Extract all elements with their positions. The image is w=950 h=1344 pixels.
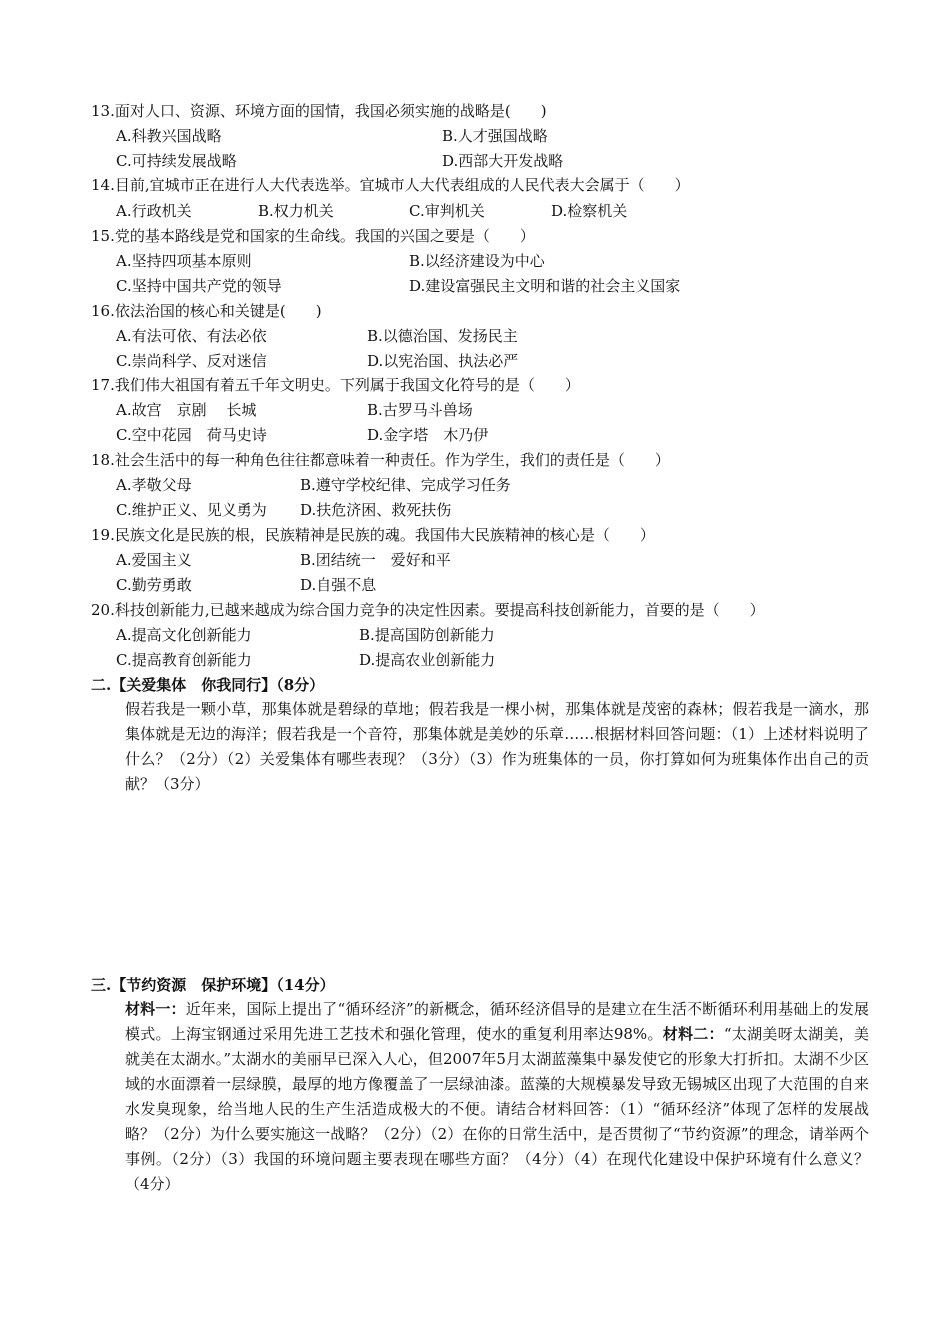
material-2-text: “太湖美呀太湖美，美就美在太湖水。”太湖水的美丽早已深入人心，但2007年5月太湖蓝藻集中暴发使它的形象大打折扣。太湖不少区域的水面漂着一层绿膜，最厚的地方像覆盖了一层绿油漆。蓝藻的大规模暴发导致无锡城区出现了大范围的自来水发臭现象，给当地人民的生产生活造成极大的不便。请结合材料回答：（1）“循环经济”体现了怎样的发展战略？（2分）为什么要实施这一战略？（2分）（2）在你的日常生活中，是否贯彻了“节约资源”的理念，请举两个事例。（2分）（3）我国的环境问题主要表现在哪些方面？（4分）（4）在现代化建设中保护环境有什么意义？（4分） bbox=[125, 1025, 869, 1193]
question-13-option-d: D.西部大开发战略 bbox=[442, 152, 564, 170]
question-17-option-c: C.空中花园 荷马史诗 bbox=[116, 426, 267, 444]
question-16-option-d: D.以宪治国、执法必严 bbox=[367, 352, 519, 370]
material-1-label: 材料一： bbox=[125, 1000, 186, 1018]
question-13-option-b: B.人才强国战略 bbox=[442, 127, 548, 145]
question-17-option-a: A.故宫 京剧 长城 bbox=[116, 401, 257, 419]
section-3-body bbox=[125, 997, 869, 1197]
question-16-stem: 16.依法治国的核心和关键是( ) bbox=[91, 302, 322, 320]
question-19-option-c: C.勤劳勇敢 bbox=[116, 576, 192, 594]
question-19-option-d: D.自强不息 bbox=[300, 576, 377, 594]
question-18-stem: 18.社会生活中的每一种角色往往都意味着一种责任。作为学生，我们的责任是（ ） bbox=[91, 451, 670, 469]
question-15-option-c: C.坚持中国共产党的领导 bbox=[116, 277, 282, 295]
section-2-body: 假若我是一颗小草，那集体就是碧绿的草地；假若我是一棵小树，那集体就是茂密的森林；假若我是一滴水，那集体就是无边的海洋；假若我是一个音符，那集体就是美妙的乐章……根据材料回答问题：（1）上述材料说明了什么？（2分）（2）关爱集体有哪些表现？（3分）（3）作为班集体的一员，你打算如何为班集体作出自己的贡献？（3分） bbox=[125, 700, 869, 793]
section-2-heading: 二.【关爱集体 你我同行】（8分） bbox=[91, 676, 325, 694]
question-20-option-b: B.提高国防创新能力 bbox=[359, 626, 495, 644]
question-13-stem: 13.面对人口、资源、环境方面的国情，我国必须实施的战略是( ) bbox=[91, 102, 547, 120]
question-15-stem: 15.党的基本路线是党和国家的生命线。我国的兴国之要是（ ） bbox=[91, 227, 535, 245]
question-16-option-b: B.以德治国、发扬民主 bbox=[367, 327, 518, 345]
question-14-option-b: B.权力机关 bbox=[258, 202, 334, 220]
question-18-option-c: C.维护正义、见义勇为 bbox=[116, 501, 267, 519]
question-19-stem: 19.民族文化是民族的根，民族精神是民族的魂。我国伟大民族精神的核心是（ ） bbox=[91, 526, 655, 544]
question-16-option-c: C.崇尚科学、反对迷信 bbox=[116, 352, 267, 370]
question-18-option-b: B.遵守学校纪律、完成学习任务 bbox=[300, 476, 511, 494]
question-14-option-a: A.行政机关 bbox=[116, 202, 192, 220]
material-1-text: 近年来，国际上提出了“循环经济”的新概念，循环经济倡导的是建立在生活不断循环利用基础上的发展模式。上海宝钢通过采用先进工艺技术和强化管理，使水的重复利用率达98%。 bbox=[125, 1000, 869, 1043]
question-20-option-a: A.提高文化创新能力 bbox=[116, 626, 252, 644]
material-2-label: 材料二： bbox=[662, 1025, 724, 1043]
question-13-option-c: C.可持续发展战略 bbox=[116, 152, 237, 170]
question-20-option-c: C.提高教育创新能力 bbox=[116, 651, 252, 669]
question-15-option-d: D.建设富强民主文明和谐的社会主义国家 bbox=[409, 277, 681, 295]
question-14-option-d: D.检察机关 bbox=[551, 202, 628, 220]
section-3-heading: 三.【节约资源 保护环境】（14分） bbox=[91, 976, 335, 994]
question-18-option-a: A.孝敬父母 bbox=[116, 476, 192, 494]
question-20-option-d: D.提高农业创新能力 bbox=[359, 651, 496, 669]
question-13-option-a: A.科教兴国战略 bbox=[116, 127, 222, 145]
question-17-option-b: B.古罗马斗兽场 bbox=[367, 401, 473, 419]
question-18-option-d: D.扶危济困、救死扶伤 bbox=[300, 501, 452, 519]
question-17-stem: 17.我们伟大祖国有着五千年文明史。下列属于我国文化符号的是（ ） bbox=[91, 376, 580, 394]
question-15-option-a: A.坚持四项基本原则 bbox=[116, 252, 252, 270]
question-19-option-a: A.爱国主义 bbox=[116, 551, 192, 569]
question-14-option-c: C.审判机关 bbox=[409, 202, 485, 220]
question-20-stem: 20.科技创新能力,已越来越成为综合国力竞争的决定性因素。要提高科技创新能力，首要的是（ ） bbox=[91, 601, 765, 619]
question-14-stem: 14.目前,宜城市正在进行人大代表选举。宜城市人大代表组成的人民代表大会属于（ ） bbox=[91, 176, 690, 194]
question-16-option-a: A.有法可依、有法必依 bbox=[116, 327, 267, 345]
question-17-option-d: D.金字塔 木乃伊 bbox=[367, 426, 489, 444]
question-15-option-b: B.以经济建设为中心 bbox=[409, 252, 545, 270]
question-19-option-b: B.团结统一 爱好和平 bbox=[300, 551, 451, 569]
